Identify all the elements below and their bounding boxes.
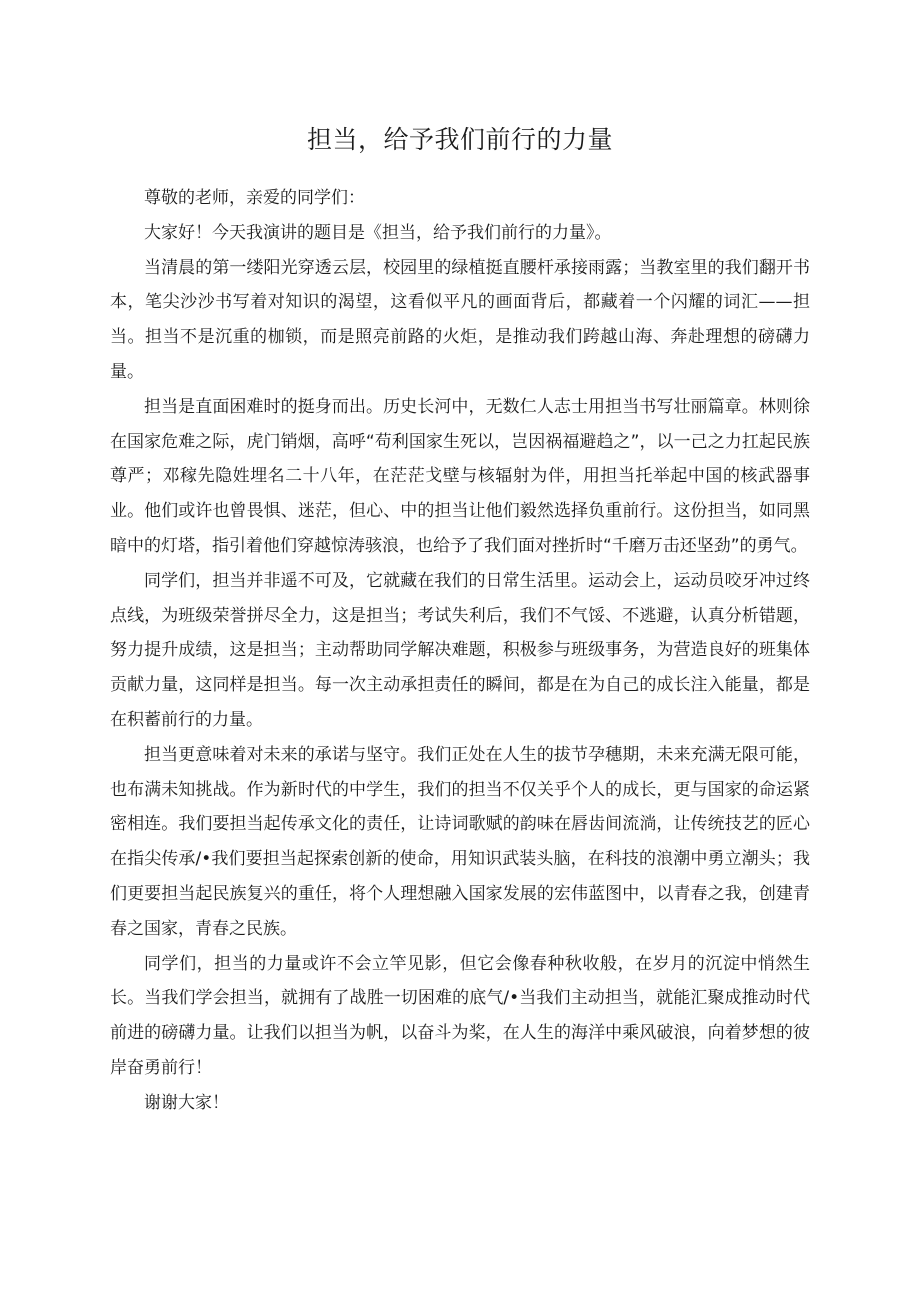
body-paragraph-3: 同学们，担当并非遥不可及，它就藏在我们的日常生活里。运动会上，运动员咬牙冲过终点线，为班级荣誉拼尽全力，这是担当；考试失利后，我们不气馁、不逃避，认真分析错题，努力提升成绩，这是担当；主动帮助同学解决难题，积极参与班级事务，为营造良好的班集体贡献力量，这同样是担当。每一次主动承担责任的瞬间，都是在为自己的成长注入能量，都是在积蓄前行的力量。 bbox=[110, 570, 810, 730]
body-paragraph-2: 担当是直面困难时的挺身而出。历史长河中，无数仁人志士用担当书写壮丽篇章。林则徐在国家危难之际，虎门销烟，高呼“苟利国家生死以，岂因祸福避趋之”，以一己之力扛起民族尊严；邓稼先隐姓埋名二十八年，在茫茫戈壁与核辐射为伴，用担当托举起中国的核武器事业。他们或许也曾畏惧、迷茫，但心、中的担当让他们毅然选择负重前行。这份担当，如同黑暗中的灯塔，指引着他们穿越惊涛骇浪，也给予了我们面对挫折时“千磨万击还坚劲”的勇气。 bbox=[110, 396, 810, 556]
body-paragraph-1: 当清晨的第一缕阳光穿透云层，校园里的绿植挺直腰杆承接雨露；当教室里的我们翻开书本，笔尖沙沙书写着对知识的渴望，这看似平凡的画面背后，都藏着一个闪耀的词汇——担当。担当不是沉重的枷锁，而是照亮前路的火炬，是推动我们跨越山海、奔赴理想的磅礴力量。 bbox=[110, 257, 810, 382]
document-body bbox=[110, 181, 810, 1121]
body-paragraph-4: 担当更意味着对未来的承诺与坚守。我们正处在人生的拔节孕穗期，未来充满无限可能，也布满未知挑战。作为新时代的中学生，我们的担当不仅关乎个人的成长，更与国家的命运紧密相连。我们要担当起传承文化的责任，让诗词歌赋的韵味在唇齿间流淌，让传统技艺的匠心在指尖传承/•我们要担当起探索创新的使命，用知识武装头脑，在科技的浪潮中勇立潮头；我们更要担当起民族复兴的重任，将个人理想融入国家发展的宏伟蓝图中，以青春之我，创建青春之国家，青春之民族。 bbox=[110, 744, 810, 939]
closing-line: 谢谢大家！ bbox=[144, 1092, 229, 1113]
salutation: 尊敬的老师，亲爱的同学们： bbox=[144, 188, 365, 208]
body-paragraph-5: 同学们，担当的力量或许不会立竿见影，但它会像春种秋收般，在岁月的沉淀中悄然生长。当我们学会担当，就拥有了战胜一切困难的底气/•当我们主动担当，就能汇聚成推动时代前进的磅礴力量。让我们以担当为帆，以奋斗为桨，在人生的海洋中乘风破浪，向着梦想的彼岸奋勇前行！ bbox=[110, 953, 810, 1078]
document-title: 担当，给予我们前行的力量 bbox=[306, 125, 613, 154]
greeting-paragraph: 大家好！今天我演讲的题目是《担当，给予我们前行的力量》。 bbox=[144, 222, 612, 243]
